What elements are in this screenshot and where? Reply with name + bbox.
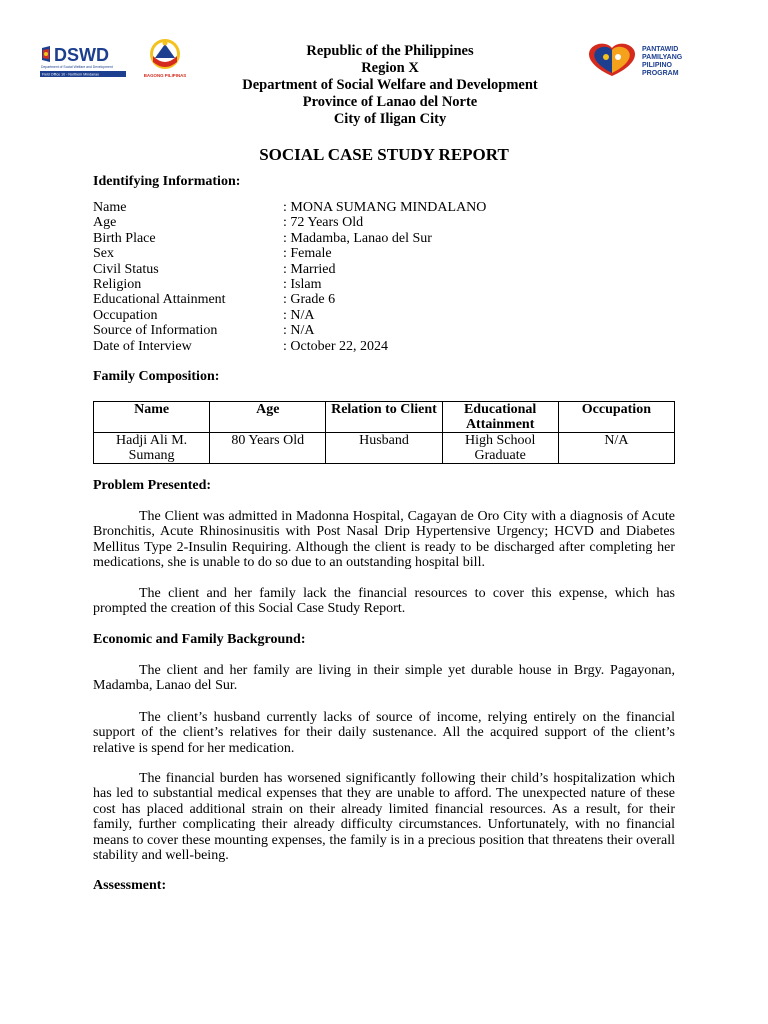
info-value: : Madamba, Lanao del Sur: [283, 230, 432, 246]
column-header-name: Name: [94, 402, 210, 433]
header-department: Department of Social Welfare and Development: [242, 77, 538, 93]
problem-heading: Problem Presented:: [93, 478, 212, 493]
dswd-logo-text: DSWD: [54, 45, 109, 65]
info-value: : Islam: [283, 276, 322, 292]
info-row-birth-place: [93, 231, 486, 246]
column-header-relation: Relation to Client: [326, 402, 442, 433]
info-value: : Female: [283, 246, 332, 262]
cell-age: 80 Years Old: [210, 433, 326, 464]
document-header: [200, 43, 580, 128]
bagong-pilipinas-logo: [140, 34, 190, 80]
info-value: : N/A: [283, 323, 315, 339]
info-value: : Married: [283, 261, 336, 277]
info-row-religion: [93, 277, 486, 292]
cell-name: Hadji Ali M. Sumang: [94, 433, 210, 464]
dswd-logo-field-office: Field Office 10 - Northern Mindanao: [42, 72, 100, 77]
table-row: [94, 433, 675, 464]
header-city: City of Iligan City: [333, 111, 447, 127]
economic-paragraph-2: The client’s husband currently lacks of source of income, relying entirely on the financial support of the client’s relatives for their daily sustenance. All the acquired support of the client’s relative is spend for her medication.: [93, 710, 675, 756]
info-row-name: [93, 200, 486, 215]
info-row-occupation: [93, 308, 486, 323]
info-value: : October 22, 2024: [283, 338, 388, 354]
bagong-pilipinas-text: BAGONG PILIPINAS: [143, 73, 187, 78]
pantawid-line-4: PROGRAM: [642, 70, 679, 77]
info-label: Source of Information: [93, 323, 218, 339]
info-row-source: [93, 323, 486, 338]
info-label: Name: [93, 200, 127, 215]
report-title: SOCIAL CASE STUDY REPORT: [259, 145, 509, 164]
info-value: : N/A: [283, 307, 315, 323]
identifying-info-list: [93, 200, 486, 354]
info-row-interview-date: [93, 339, 486, 354]
cell-education: High School Graduate: [442, 433, 558, 464]
info-value: : MONA SUMANG MINDALANO: [283, 200, 487, 215]
family-table-header-row: [94, 402, 675, 433]
pantawid-line-1: PANTAWID: [642, 46, 679, 53]
identifying-heading: Identifying Information:: [93, 174, 241, 189]
info-label: Birth Place: [93, 230, 156, 246]
economic-paragraph-3: The financial burden has worsened significantly following their child’s hospitalization which has led to substantial medical expenses that they are unable to afford. The unexpected nature of these cost has placed additional strain on their already limited financial resources. As a result, for their family, further complicating their already difficulty circumstances. Unfortunately, with no financial means to cover these mounting expenses, the family is in a precious position that threatens their overall stability and well-being.: [93, 771, 675, 864]
info-label: Educational Attainment: [93, 292, 226, 308]
info-row-sex: [93, 246, 486, 261]
info-row-civil-status: [93, 262, 486, 277]
info-row-age: [93, 215, 486, 230]
info-row-education: [93, 292, 486, 307]
info-label: Date of Interview: [93, 338, 192, 354]
pantawid-line-3: PILIPINO: [642, 62, 672, 69]
pantawid-logo: [584, 42, 696, 78]
header-province: Province of Lanao del Norte: [302, 94, 478, 110]
assessment-heading: Assessment:: [93, 878, 167, 893]
economic-heading: Economic and Family Background:: [93, 632, 306, 647]
info-label: Sex: [93, 246, 114, 262]
pantawid-line-2: PAMILYANG: [642, 54, 683, 61]
family-heading: Family Composition:: [93, 369, 220, 384]
info-label: Occupation: [93, 307, 158, 323]
column-header-education: Educational Attainment: [442, 402, 558, 433]
info-label: Religion: [93, 276, 142, 292]
info-label: Civil Status: [93, 261, 159, 277]
dswd-logo: [40, 44, 126, 78]
info-label: Age: [93, 215, 117, 231]
family-table: [93, 401, 675, 464]
cell-occupation: N/A: [558, 433, 674, 464]
info-value: : 72 Years Old: [283, 215, 364, 231]
economic-paragraph-1: The client and her family are living in their simple yet durable house in Brgy. Pagayonan, Madamba, Lanao del Sur.: [93, 663, 675, 694]
problem-paragraph-2: The client and her family lack the financial resources to cover this expense, which has prompted the creation of this Social Case Study Report.: [93, 586, 675, 617]
problem-paragraph-1: The Client was admitted in Madonna Hospital, Cagayan de Oro City with a diagnosis of Acute Bronchitis, Acute Rhinosinusitis with Post Nasal Drip Hypertensive Urgency; HCVD and Diabetes Mellitus Type 2-Insulin Requiring. Although the client is ready to be discharged after completing her medications, she is unable to do so due to an outstanding hospital bill.: [93, 509, 675, 571]
header-republic: Republic of the Philippines: [306, 43, 474, 59]
header-region: Region X: [361, 60, 419, 76]
info-value: : Grade 6: [283, 292, 336, 308]
dswd-logo-subtext: Department of Social Welfare and Development: [41, 65, 113, 69]
cell-relation: Husband: [326, 433, 442, 464]
column-header-occupation: Occupation: [558, 402, 674, 433]
column-header-age: Age: [210, 402, 326, 433]
